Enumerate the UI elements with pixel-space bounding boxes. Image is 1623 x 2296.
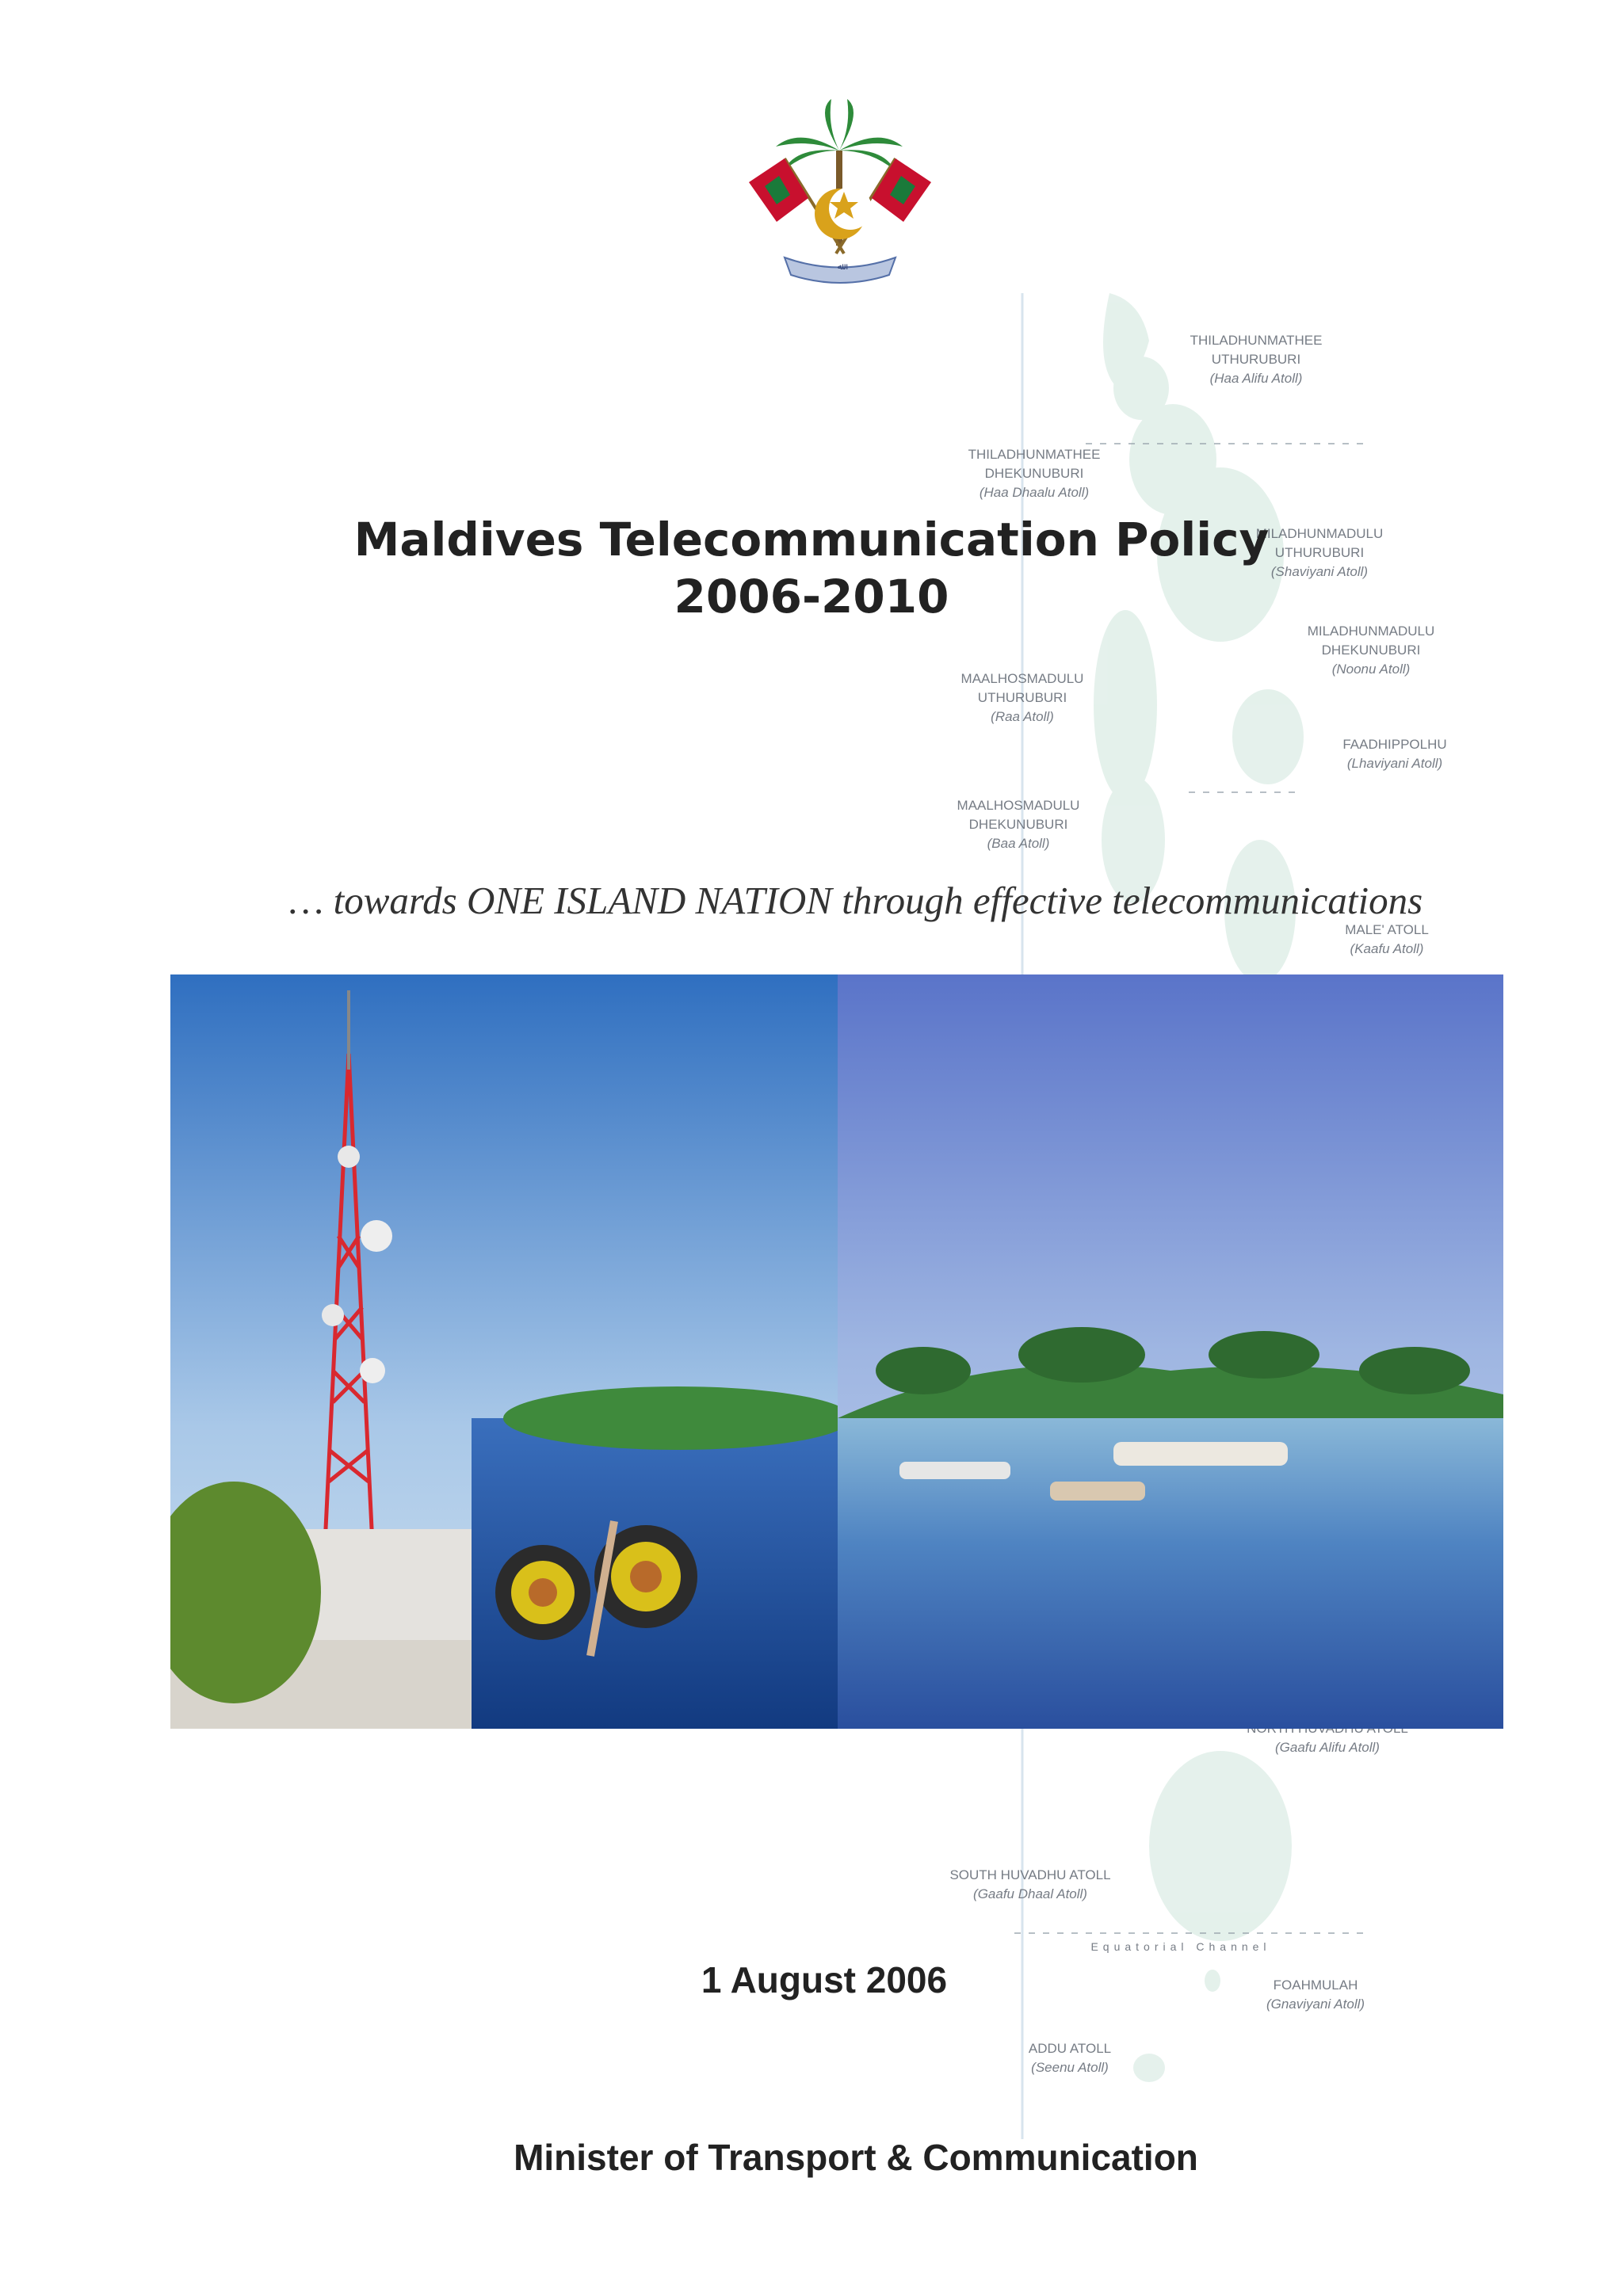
map-label: MILADHUNMADULU UTHURUBURI (Shaviyani Atoll): [1255, 526, 1384, 579]
map-label: MALE' ATOLL (Kaafu Atoll): [1345, 922, 1429, 956]
map-label: MILADHUNMADULU DHEKUNUBURI (Noonu Atoll): [1307, 624, 1435, 677]
map-label: Equatorial Channel: [1090, 1940, 1271, 1953]
map-label: SOUTH HUVADHU ATOLL (Gaafu Dhaal Atoll): [949, 1867, 1111, 1901]
maldives-state-emblem-icon: [741, 95, 939, 301]
map-label: ADDU ATOLL (Seenu Atoll): [1028, 2041, 1112, 2075]
map-label: THILADHUNMATHEE UTHURUBURI (Haa Alifu Atoll): [1190, 333, 1323, 386]
map-label: (Gaafu Alifu Atoll): [1275, 1740, 1380, 1755]
svg-text:ﷲ: ﷲ: [837, 261, 843, 272]
cover-photo-collage: [170, 974, 1503, 1729]
telecom-tower-with-submarine-cables-icon: [170, 974, 852, 1729]
publication-date: 1 August 2006: [701, 1959, 948, 2000]
issuing-authority: Minister of Transport & Communication: [514, 2137, 1198, 2178]
map-label: MAALHOSMADULU UTHURUBURI (Raa Atoll): [960, 671, 1084, 724]
map-label: FOAHMULAH (Gnaviyani Atoll): [1266, 1978, 1365, 2012]
document-title: [0, 511, 1623, 625]
title-line-2: 2006-2010: [674, 570, 949, 624]
tagline: … towards ONE ISLAND NATION through effective telecommunications: [288, 879, 1423, 922]
tropical-island-with-boats-icon: [838, 974, 1503, 1729]
map-label: THILADHUNMATHEE DHEKUNUBURI (Haa Dhaalu Atoll): [968, 447, 1101, 500]
map-label: MAALHOSMADULU DHEKUNUBURI (Baa Atoll): [957, 798, 1080, 851]
title-line-1: Maldives Telecommunication Policy: [353, 513, 1270, 566]
map-label: FAADHIPPOLHU (Lhaviyani Atoll): [1342, 737, 1447, 771]
